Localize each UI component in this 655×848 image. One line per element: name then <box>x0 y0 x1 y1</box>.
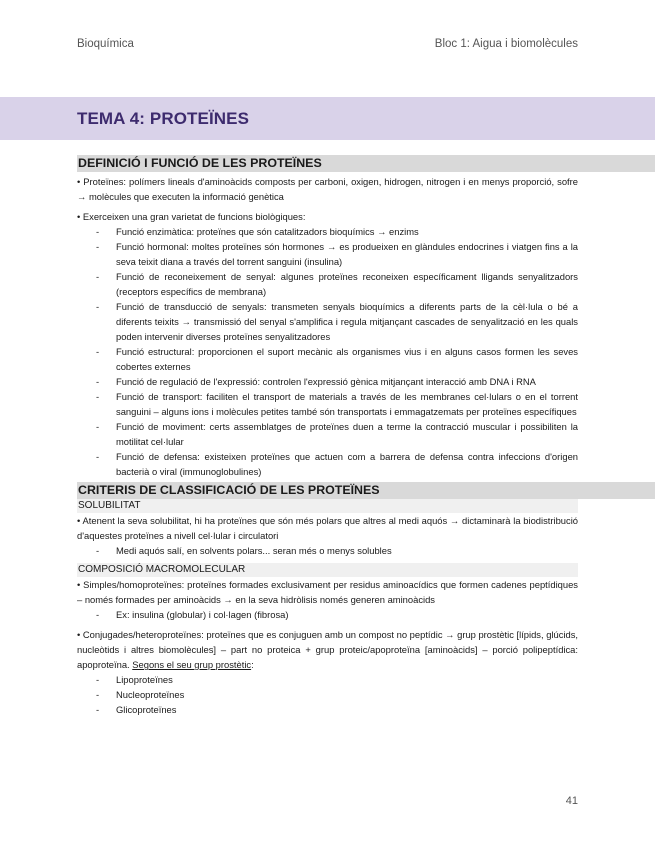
list-item: - Funció de moviment: certs assemblatges de proteïnes duen a terme la contracció muscular i possibiliten la motilitat cel·lular <box>77 419 578 449</box>
list-item: - Ex: insulina (globular) i col·lagen (fibrosa) <box>77 607 578 622</box>
functions-list <box>77 224 578 479</box>
simple-proteins-list <box>77 607 578 622</box>
list-item: - Funció de defensa: existeixen proteïnes que actuen com a barrera de defensa contra infeccions d'origen bacterià o viral (immunoglobulines) <box>77 449 578 479</box>
subheading-composition: COMPOSICIÓ MACROMOLECULAR <box>77 563 578 577</box>
list-item: - Funció estructural: proporcionen el suport mecànic als organismes vius i en alguns casos formen les seves cobertes externes <box>77 344 578 374</box>
paragraph-solubility: • Atenent la seva solubilitat, hi ha proteïnes que són més polars que altres al medi aquós → dictaminarà la biodistribució d'aquestes proteïnes a nivell cel·lular i circulatori <box>77 515 578 541</box>
list-item: - Glicoproteïnes <box>77 702 578 717</box>
page-header <box>77 38 578 54</box>
list-item: - Funció enzimàtica: proteïnes que són catalitzadors bioquímics → enzims <box>77 224 578 239</box>
underlined-phrase: Segons el seu grup prostètic <box>132 659 252 670</box>
header-subject: Bioquímica <box>77 38 134 50</box>
title-band <box>0 97 655 140</box>
paragraph-conjugated-text: • Conjugades/heteroproteïnes: proteïnes que es conjuguen amb un compost no peptídic → grup prostètic [lípids, glúcids, nucleòtids i altres biomolècules] – part no proteica + grup proteic/apoproteïna [aminoàcids] – porció polipeptídica: apoproteïna. <box>77 629 578 670</box>
list-item: - Funció hormonal: moltes proteïnes són hormones → es produeixen en glàndules endocrines i viatgen fins a la seva teixit diana a través del torrent sanguini (insulina) <box>77 239 578 269</box>
document-body <box>77 155 578 717</box>
paragraph-proteins-definition: • Proteïnes: polímers lineals d'aminoàcids composts per carboni, oxigen, hidrogen, nitrogen i en menys proporció, sofre → molècules que executen la informació genètica <box>77 176 578 202</box>
list-item: - Funció de regulació de l'expressió: controlen l'expressió gènica mitjançant interacció amb DNA i RNA <box>77 374 578 389</box>
paragraph-functions-intro: • Exerceixen una gran varietat de funcions biològiques: <box>77 211 306 222</box>
page-title: TEMA 4: PROTEÏNES <box>77 109 250 128</box>
list-item: - Funció de transport: faciliten el transport de materials a través de les membranes cel·lulars o en el torrent sanguini – alguns ions i molècules petites també són transportats i emmagatzemats per proteïnes específiques <box>77 389 578 419</box>
conjugated-proteins-list <box>77 672 578 717</box>
paragraph-conjugated-proteins <box>77 627 578 672</box>
list-item: - Medi aquós salí, en solvents polars... seran més o menys solubles <box>77 543 578 558</box>
list-item: - Lipoproteïnes <box>77 672 578 687</box>
section-heading-definition: DEFINICIÓ I FUNCIÓ DE LES PROTEÏNES <box>77 155 655 172</box>
solubility-list <box>77 543 578 558</box>
paragraph-simple-proteins: • Simples/homoproteïnes: proteïnes formades exclusivament per residus aminoacídics que formen cadenes peptídiques – només formades per aminoàcids → en la seva hidròlisis només generen aminoàcids <box>77 579 578 605</box>
list-item: - Funció de reconeixement de senyal: algunes proteïnes reconeixen específicament lligands senyalitzadors (receptors específics de membrana) <box>77 269 578 299</box>
section-heading-classification: CRITERIS DE CLASSIFICACIÓ DE LES PROTEÏNES <box>77 482 655 499</box>
list-item: - Nucleoproteïnes <box>77 687 578 702</box>
page-number: 41 <box>565 795 578 807</box>
paragraph-colon: : <box>251 659 254 670</box>
list-item: - Funció de transducció de senyals: transmeten senyals bioquímics a diferents parts de la cèl·lula o bé a diferents teixits → transmissió del senyal s'amplifica i regula mitjançant cascades de senyalització en les quals poden intervenir diverses proteïnes senyalitzadores <box>77 299 578 344</box>
header-chapter: Bloc 1: Aigua i biomolècules <box>434 38 578 50</box>
subheading-solubility: SOLUBILITAT <box>77 499 578 513</box>
